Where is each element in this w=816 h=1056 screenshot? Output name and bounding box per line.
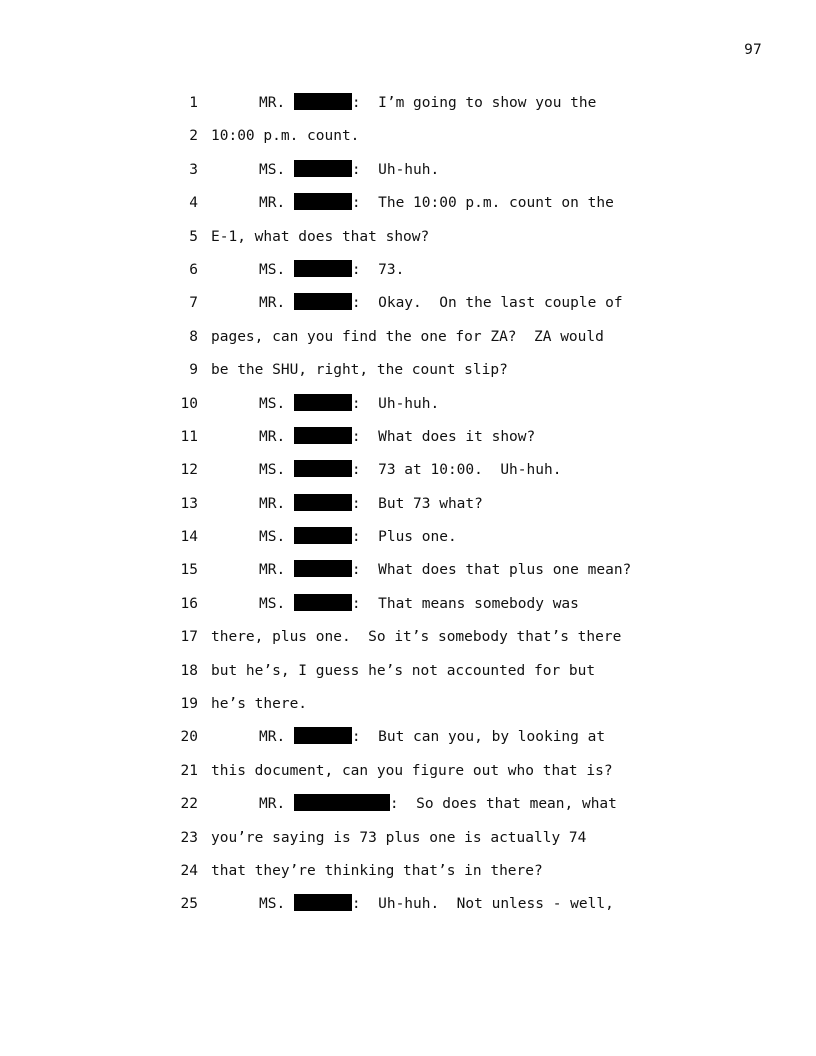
speaker-title: MR. [259, 562, 294, 579]
transcript-line [0, 793, 816, 826]
speech-text: : What does that plus one mean? [351, 562, 632, 579]
speech-text: : But 73 what? [351, 495, 483, 512]
speaker-title: MR. [259, 495, 294, 512]
line-number: 16 [180, 595, 198, 612]
speaker-line [259, 92, 596, 114]
transcript-line [0, 660, 816, 693]
transcript-line [0, 693, 816, 726]
redaction-box [294, 394, 352, 411]
line-number: 24 [180, 862, 198, 879]
line-number: 4 [189, 195, 198, 212]
speech-text: : That means somebody was [351, 595, 579, 612]
transcript-line [0, 393, 816, 426]
transcript-line [0, 559, 816, 592]
redaction-box [294, 594, 352, 611]
line-number: 19 [180, 696, 198, 713]
speaker-title: MS. [259, 395, 294, 412]
speech-text: : What does it show? [351, 428, 536, 445]
speech-text: : 73 at 10:00. Uh-huh. [351, 462, 562, 479]
speech-text: : Plus one. [351, 529, 457, 546]
line-number: 5 [189, 228, 198, 245]
continuation-text: you’re saying is 73 plus one is actually 74 [211, 829, 587, 846]
transcript-line [0, 159, 816, 192]
speaker-title: MS. [259, 161, 294, 178]
line-number: 12 [180, 462, 198, 479]
speaker-title: MR. [259, 428, 294, 445]
speaker-title: MS. [259, 529, 294, 546]
line-number: 23 [180, 829, 198, 846]
speaker-line [259, 593, 579, 615]
continuation-text: that they’re thinking that’s in there? [211, 862, 543, 879]
line-number: 10 [180, 395, 198, 412]
transcript-line [0, 626, 816, 659]
transcript-line [0, 326, 816, 359]
continuation-text: 10:00 p.m. count. [211, 128, 360, 145]
transcript-line [0, 526, 816, 559]
transcript-line [0, 493, 816, 526]
speech-text: : Uh-huh. [351, 395, 440, 412]
speaker-line [259, 192, 614, 214]
transcript-line [0, 893, 816, 926]
transcript-line [0, 827, 816, 860]
line-number: 13 [180, 495, 198, 512]
transcript-body [0, 92, 816, 927]
redaction-box [294, 160, 352, 177]
redaction-box [294, 727, 352, 744]
transcript-line [0, 259, 816, 292]
line-number: 6 [189, 261, 198, 278]
line-number: 21 [180, 762, 198, 779]
speaker-title: MR. [259, 295, 294, 312]
speaker-line [259, 292, 623, 314]
speech-text: : So does that mean, what [389, 796, 617, 813]
continuation-text: be the SHU, right, the count slip? [211, 362, 508, 379]
redaction-box [294, 193, 352, 210]
continuation-text: this document, can you figure out who that is? [211, 762, 613, 779]
line-number: 9 [189, 362, 198, 379]
redaction-box [294, 293, 352, 310]
speech-text: : Uh-huh. Not unless - well, [351, 896, 614, 913]
line-number: 1 [189, 95, 198, 111]
speaker-line [259, 793, 617, 815]
line-number: 2 [189, 128, 198, 145]
continuation-text: pages, can you find the one for ZA? ZA would [211, 328, 604, 345]
continuation-text: E-1, what does that show? [211, 228, 430, 245]
line-number: 17 [180, 629, 198, 646]
speaker-line [259, 493, 483, 515]
line-number: 18 [180, 662, 198, 679]
speaker-title: MR. [259, 195, 294, 212]
speaker-title: MR. [259, 95, 294, 111]
speaker-line [259, 526, 457, 548]
line-number: 7 [189, 295, 198, 312]
line-number: 8 [189, 328, 198, 345]
line-number: 15 [180, 562, 198, 579]
transcript-line [0, 359, 816, 392]
line-number: 11 [180, 428, 198, 445]
speaker-title: MR. [259, 796, 294, 813]
page-number: 97 [744, 42, 762, 58]
speaker-line [259, 559, 631, 581]
redaction-box [294, 527, 352, 544]
speech-text: : 73. [351, 261, 405, 278]
transcript-line [0, 426, 816, 459]
speech-text: : Uh-huh. [351, 161, 440, 178]
speaker-line [259, 393, 439, 415]
speaker-title: MS. [259, 462, 294, 479]
speaker-title: MS. [259, 595, 294, 612]
speaker-line [259, 159, 439, 181]
transcript-line [0, 292, 816, 325]
transcript-line [0, 192, 816, 225]
line-number: 14 [180, 529, 198, 546]
transcript-line [0, 125, 816, 158]
speech-text: : The 10:00 p.m. count on the [351, 195, 614, 212]
speaker-title: MR. [259, 729, 294, 746]
transcript-line [0, 860, 816, 893]
speaker-line [259, 426, 535, 448]
speaker-title: MS. [259, 896, 294, 913]
speaker-line [259, 259, 404, 281]
transcript-line [0, 593, 816, 626]
speaker-line [259, 726, 605, 748]
redaction-box [294, 560, 352, 577]
redaction-box [294, 260, 352, 277]
speaker-line [259, 459, 561, 481]
transcript-line [0, 92, 816, 125]
speaker-title: MS. [259, 261, 294, 278]
speech-text: : But can you, by looking at [351, 729, 606, 746]
transcript-line [0, 226, 816, 259]
line-number: 20 [180, 729, 198, 746]
redaction-box [294, 460, 352, 477]
continuation-text: he’s there. [211, 696, 308, 713]
transcript-line [0, 726, 816, 759]
transcript-line [0, 459, 816, 492]
redaction-box [294, 794, 390, 811]
redaction-box [294, 93, 352, 110]
line-number: 25 [180, 896, 198, 913]
continuation-text: there, plus one. So it’s somebody that’s there [211, 629, 622, 646]
speaker-line [259, 893, 614, 915]
transcript-line [0, 760, 816, 793]
redaction-box [294, 427, 352, 444]
redaction-box [294, 894, 352, 911]
continuation-text: but he’s, I guess he’s not accounted for but [211, 662, 596, 679]
line-number: 22 [180, 796, 198, 813]
line-number: 3 [189, 161, 198, 178]
speech-text: : I’m going to show you the [351, 95, 597, 111]
speech-text: : Okay. On the last couple of [351, 295, 623, 312]
redaction-box [294, 494, 352, 511]
